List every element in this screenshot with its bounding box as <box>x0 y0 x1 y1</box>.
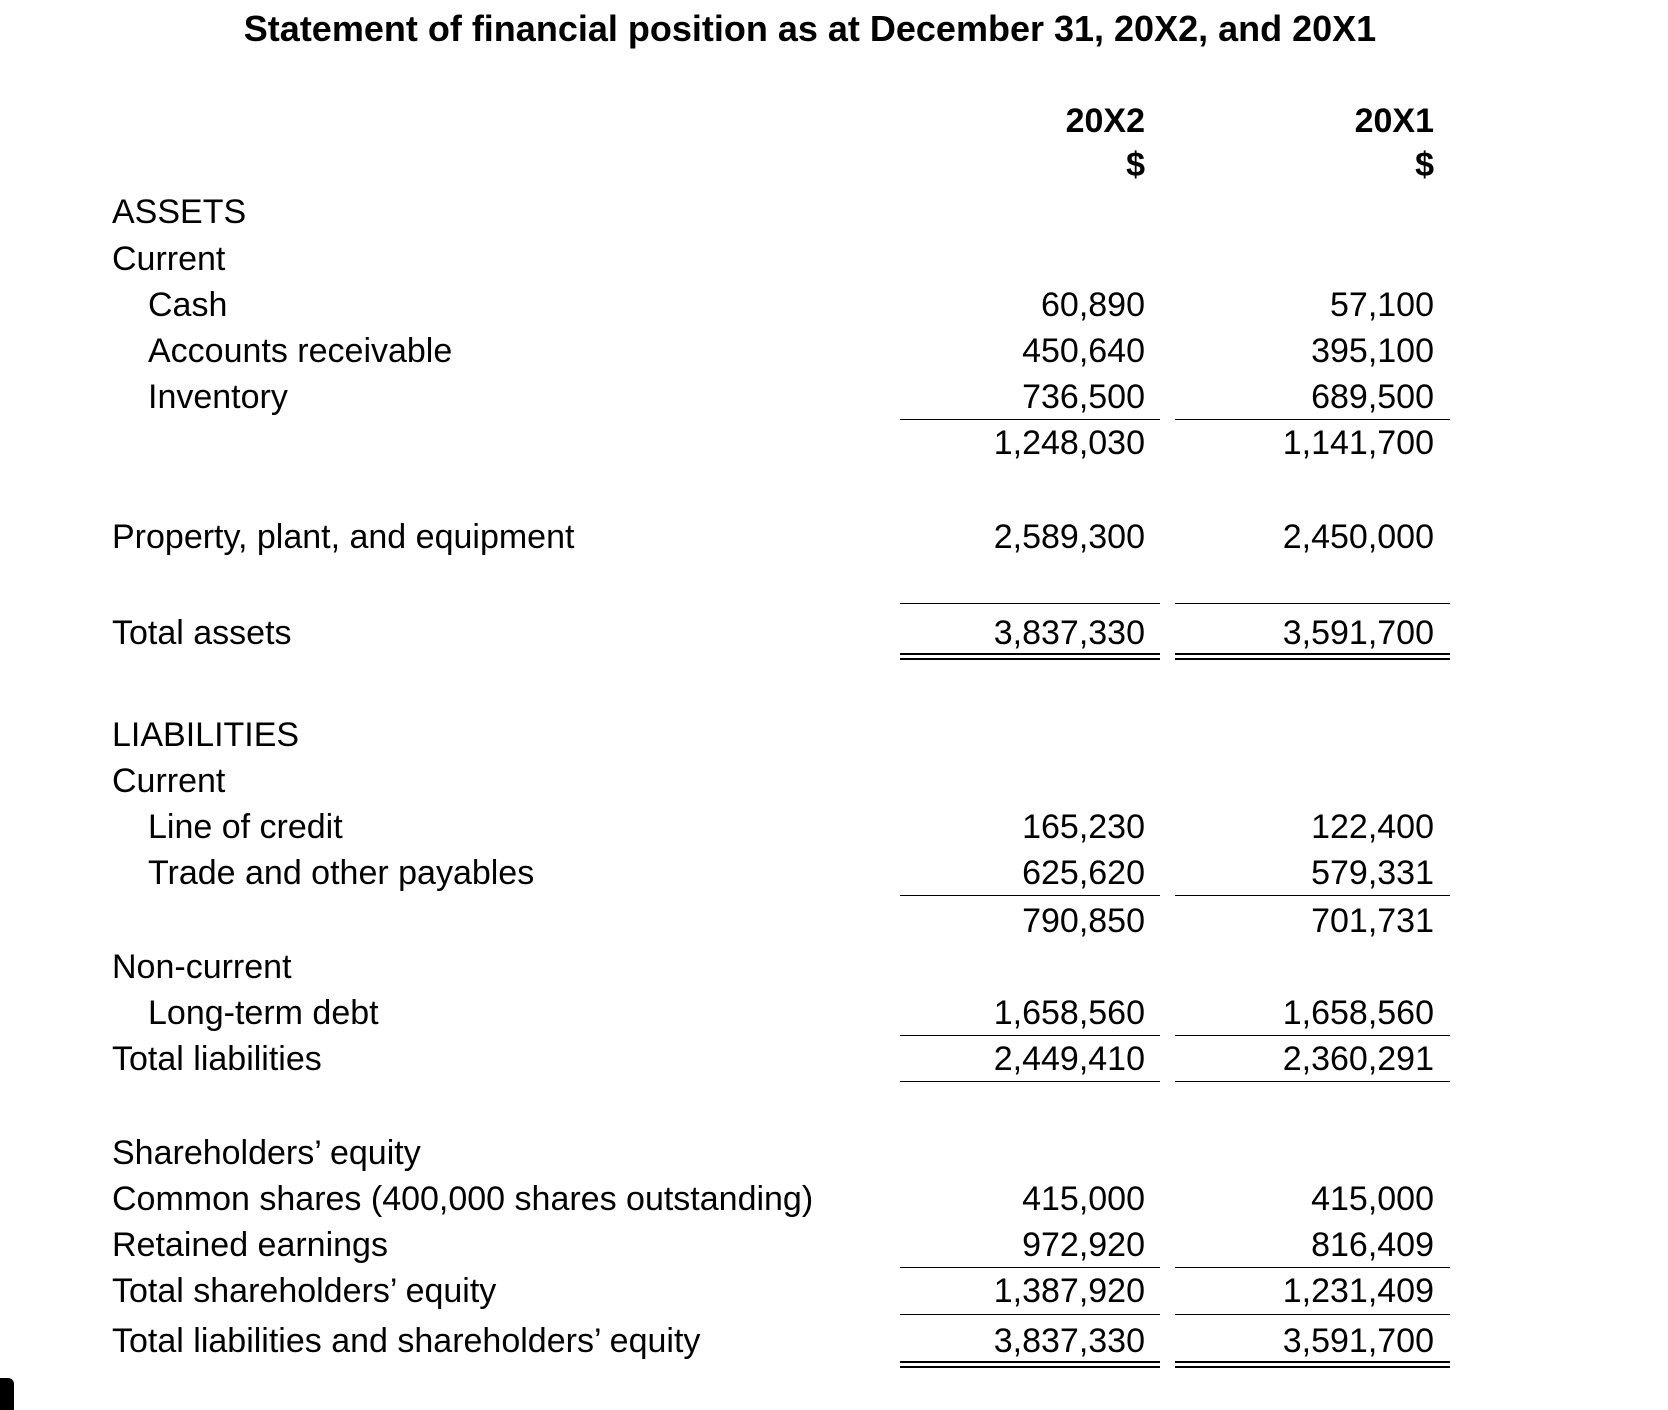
cell-current-assets-total-20x2: 1,248,030 <box>993 424 1145 462</box>
row-label-line-of-credit: Line of credit <box>148 808 343 846</box>
cell-current-assets-total-20x1: 1,141,700 <box>1282 424 1434 462</box>
double-underline-total-assets-20x1 <box>1175 653 1450 660</box>
row-label-common-shares: Common shares (400,000 shares outstanding) <box>112 1180 814 1218</box>
row-label-inventory: Inventory <box>148 378 288 416</box>
liabilities-current-heading: Current <box>112 762 226 800</box>
underline-current-liabilities-20x1 <box>1175 895 1450 896</box>
underline-retained-earnings-20x1 <box>1175 1267 1450 1268</box>
cell-inventory-20x1: 689,500 <box>1311 378 1434 416</box>
column-header-20x2-year: 20X2 <box>1065 102 1145 140</box>
underline-retained-earnings-20x2 <box>900 1267 1160 1268</box>
cell-retained-earnings-20x1: 816,409 <box>1311 1226 1434 1264</box>
cell-trade-payables-20x1: 579,331 <box>1311 854 1434 892</box>
row-label-total-assets: Total assets <box>112 614 292 652</box>
cell-retained-earnings-20x2: 972,920 <box>1022 1226 1145 1264</box>
cell-total-equity-20x2: 1,387,920 <box>993 1272 1145 1310</box>
cell-ppe-20x2: 2,589,300 <box>993 518 1145 556</box>
cell-current-liabilities-total-20x2: 790,850 <box>1022 902 1145 940</box>
column-header-20x1-year: 20X1 <box>1354 102 1434 140</box>
double-underline-total-assets-20x2 <box>900 653 1160 660</box>
cell-accounts-receivable-20x1: 395,100 <box>1311 332 1434 370</box>
cell-line-of-credit-20x1: 122,400 <box>1311 808 1434 846</box>
cell-common-shares-20x2: 415,000 <box>1022 1180 1145 1218</box>
cell-cash-20x1: 57,100 <box>1330 286 1434 324</box>
assets-heading: ASSETS <box>112 193 247 231</box>
underline-ppe-20x2 <box>900 603 1160 604</box>
row-label-retained-earnings: Retained earnings <box>112 1226 388 1264</box>
double-underline-total-le-20x2 <box>900 1361 1160 1368</box>
column-header-20x2-unit: $ <box>1126 146 1145 184</box>
cell-total-liabilities-and-equity-20x1: 3,591,700 <box>1282 1322 1434 1360</box>
cell-long-term-debt-20x1: 1,658,560 <box>1282 994 1434 1032</box>
cell-inventory-20x2: 736,500 <box>1022 378 1145 416</box>
underline-long-term-debt-20x2 <box>900 1035 1160 1036</box>
cell-trade-payables-20x2: 625,620 <box>1022 854 1145 892</box>
equity-heading: Shareholders’ equity <box>112 1134 421 1172</box>
cell-total-assets-20x1: 3,591,700 <box>1282 614 1434 652</box>
cell-total-assets-20x2: 3,837,330 <box>993 614 1145 652</box>
edge-marker <box>0 1378 14 1410</box>
underline-total-equity-20x2 <box>900 1314 1160 1315</box>
double-underline-total-le-20x1 <box>1175 1361 1450 1368</box>
underline-total-liabilities-20x2 <box>900 1081 1160 1082</box>
underline-ppe-20x1 <box>1175 603 1450 604</box>
cell-ppe-20x1: 2,450,000 <box>1282 518 1434 556</box>
row-label-long-term-debt: Long-term debt <box>148 994 379 1032</box>
underline-current-assets-20x2 <box>900 419 1160 420</box>
row-label-total-liabilities: Total liabilities <box>112 1040 322 1078</box>
row-label-total-equity: Total shareholders’ equity <box>112 1272 497 1310</box>
liabilities-heading: LIABILITIES <box>112 716 300 754</box>
underline-total-equity-20x1 <box>1175 1314 1450 1315</box>
underline-current-liabilities-20x2 <box>900 895 1160 896</box>
cell-line-of-credit-20x2: 165,230 <box>1022 808 1145 846</box>
assets-current-heading: Current <box>112 240 226 278</box>
cell-total-liabilities-20x2: 2,449,410 <box>993 1040 1145 1078</box>
statement-title: Statement of financial position as at December 31, 20X2, and 20X1 <box>243 8 1377 49</box>
liabilities-noncurrent-heading: Non-current <box>112 948 292 986</box>
cell-total-liabilities-20x1: 2,360,291 <box>1282 1040 1434 1078</box>
cell-total-equity-20x1: 1,231,409 <box>1282 1272 1434 1310</box>
cell-accounts-receivable-20x2: 450,640 <box>1022 332 1145 370</box>
row-label-cash: Cash <box>148 286 228 324</box>
cell-cash-20x2: 60,890 <box>1041 286 1145 324</box>
cell-long-term-debt-20x2: 1,658,560 <box>993 994 1145 1032</box>
row-label-trade-payables: Trade and other payables <box>148 854 535 892</box>
cell-current-liabilities-total-20x1: 701,731 <box>1311 902 1434 940</box>
underline-long-term-debt-20x1 <box>1175 1035 1450 1036</box>
column-header-20x1-unit: $ <box>1415 146 1434 184</box>
cell-common-shares-20x1: 415,000 <box>1311 1180 1434 1218</box>
underline-current-assets-20x1 <box>1175 419 1450 420</box>
underline-total-liabilities-20x1 <box>1175 1081 1450 1082</box>
row-label-total-liabilities-and-equity: Total liabilities and shareholders’ equity <box>112 1322 701 1360</box>
row-label-ppe: Property, plant, and equipment <box>112 518 575 556</box>
row-label-accounts-receivable: Accounts receivable <box>148 332 453 370</box>
cell-total-liabilities-and-equity-20x2: 3,837,330 <box>993 1322 1145 1360</box>
